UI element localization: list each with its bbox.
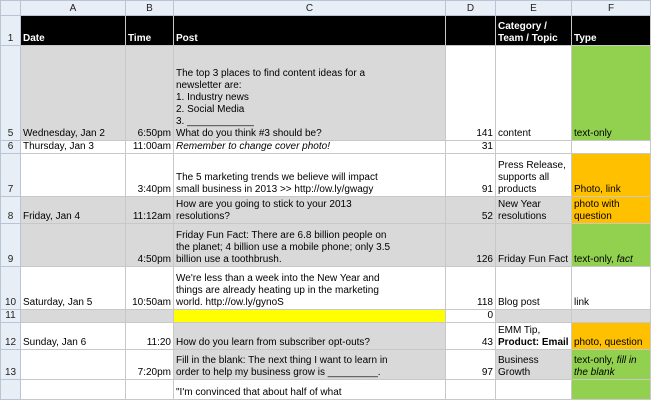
cell-post[interactable] [174, 267, 446, 310]
column-header-c[interactable]: C [174, 1, 446, 16]
cell-time[interactable]: 10:50am [126, 267, 174, 310]
cell-date[interactable]: Saturday, Jan 5 [21, 267, 126, 310]
cell-text: link [574, 297, 590, 308]
row-number[interactable]: 8 [1, 197, 21, 224]
table-row [1, 350, 651, 380]
cell-post[interactable] [174, 380, 446, 400]
row-number[interactable]: 1 [1, 16, 21, 46]
cell-text-line: New Year [498, 199, 541, 210]
cell-text-line: Press Release, [498, 160, 566, 171]
table-row [1, 46, 651, 141]
header-time[interactable]: Time [126, 16, 174, 46]
cell-post[interactable] [174, 310, 446, 323]
cell-text-line: The 5 marketing trends we believe will impact [176, 172, 378, 183]
cell-type[interactable] [572, 154, 651, 197]
cell-count[interactable]: 43 [446, 323, 496, 350]
cell-date[interactable] [21, 154, 126, 197]
row-number[interactable]: 5 [1, 46, 21, 141]
cell-type[interactable] [572, 224, 651, 267]
cell-type[interactable] [572, 350, 651, 380]
cell-post[interactable] [174, 154, 446, 197]
cell-count[interactable]: 97 [446, 350, 496, 380]
cell-category[interactable] [496, 197, 572, 224]
header-post[interactable]: Post [174, 16, 446, 46]
cell-post[interactable] [174, 197, 446, 224]
cell-type[interactable] [572, 323, 651, 350]
cell-category[interactable]: content [496, 46, 572, 141]
cell-time[interactable]: 6:50pm [126, 46, 174, 141]
cell-text: text-only, [574, 355, 617, 366]
cell-text-italic: fill in [616, 355, 637, 366]
cell-type[interactable] [572, 46, 651, 141]
cell-category[interactable] [496, 310, 572, 323]
table-body [1, 46, 651, 400]
cell-text-line: The top 3 places to find content ideas for a [176, 68, 366, 79]
cell-date[interactable]: Sunday, Jan 6 [21, 323, 126, 350]
cell-date[interactable] [21, 310, 126, 323]
cell-text-line: world. http://ow.ly/gynoS [176, 297, 284, 308]
cell-date[interactable] [21, 380, 126, 400]
cell-time[interactable]: 11:20 [126, 323, 174, 350]
cell-post[interactable] [174, 350, 446, 380]
cell-count[interactable]: 141 [446, 46, 496, 141]
row-number[interactable]: 9 [1, 224, 21, 267]
cell-count[interactable] [446, 380, 496, 400]
table-row [1, 380, 651, 400]
cell-text-line: We're less than a week into the New Year and [176, 273, 380, 284]
table-row [1, 267, 651, 310]
header-category[interactable]: Category / Team / Topic [496, 16, 572, 46]
cell-time[interactable]: 7:20pm [126, 350, 174, 380]
row-number[interactable]: 12 [1, 323, 21, 350]
row-number[interactable]: 10 [1, 267, 21, 310]
cell-time[interactable] [126, 380, 174, 400]
cell-count[interactable]: 118 [446, 267, 496, 310]
cell-category[interactable] [496, 141, 572, 154]
cell-text: text-only [574, 128, 612, 139]
row-number[interactable]: 7 [1, 154, 21, 197]
table-row [1, 154, 651, 197]
cell-text-bold: Product: Email [498, 337, 569, 348]
cell-time[interactable] [126, 310, 174, 323]
column-header-row [1, 1, 651, 16]
cell-text-line: billion use a toothbrush. [176, 254, 282, 265]
select-all-corner[interactable] [1, 1, 21, 16]
cell-category[interactable]: Friday Fun Fact [496, 224, 572, 267]
cell-text-line: What do you think #3 should be? [176, 128, 322, 139]
row-number[interactable]: 11 [1, 310, 21, 323]
header-row [1, 16, 651, 46]
cell-text-line: Growth [498, 367, 531, 378]
cell-time[interactable]: 4:50pm [126, 224, 174, 267]
cell-text-line: 1. Industry news [176, 92, 249, 103]
cell-date[interactable]: Friday, Jan 4 [21, 197, 126, 224]
cell-type[interactable] [572, 267, 651, 310]
cell-text-line: resolutions [498, 211, 547, 222]
cell-text-line: resolutions? [176, 211, 230, 222]
cell-type[interactable] [572, 141, 651, 154]
header-type[interactable]: Type [572, 16, 651, 46]
cell-count[interactable]: 31 [446, 141, 496, 154]
column-header-d[interactable]: D [446, 1, 496, 16]
cell-time[interactable]: 11:12am [126, 197, 174, 224]
cell-date[interactable]: Thursday, Jan 3 [21, 141, 126, 154]
cell-text-line: EMM Tip, [498, 325, 541, 336]
cell-category[interactable] [496, 154, 572, 197]
table-row [1, 197, 651, 224]
cell-count[interactable]: 0 [446, 310, 496, 323]
cell-text-line: newsletter are: [176, 80, 242, 91]
cell-time[interactable]: 11:00am [126, 141, 174, 154]
table-row [1, 310, 651, 323]
cell-text-line: photo with [574, 199, 620, 210]
cell-type[interactable] [572, 380, 651, 400]
cell-text-line: small business in 2013 >> http://ow.ly/gwagy [176, 184, 374, 195]
cell-text-line: Fill in the blank: The next thing I want to learn in [176, 355, 388, 366]
cell-count[interactable]: 126 [446, 224, 496, 267]
column-header-b[interactable]: B [126, 1, 174, 16]
column-header-e[interactable]: E [496, 1, 572, 16]
cell-date[interactable] [21, 350, 126, 380]
cell-text-line: 2. Social Media [176, 104, 245, 115]
row-number[interactable] [1, 380, 21, 400]
cell-category[interactable] [496, 350, 572, 380]
column-header-f[interactable]: F [572, 1, 651, 16]
cell-text-line: Business [498, 355, 539, 366]
cell-text-line: order to help my business grow is _________. [176, 367, 381, 378]
table-row [1, 224, 651, 267]
cell-type[interactable] [572, 310, 651, 323]
cell-text-line: things are already heating up in the marketing [176, 285, 379, 296]
cell-date[interactable] [21, 224, 126, 267]
cell-text-line: question [574, 211, 612, 222]
row-number[interactable]: 6 [1, 141, 21, 154]
cell-text-italic: fact [616, 254, 633, 265]
cell-text-line: Friday Fun Fact: There are 6.8 billion people on [176, 230, 387, 241]
cell-text-line: 3. ____________ [176, 116, 254, 127]
cell-text-line: supports all [498, 172, 550, 183]
cell-text: photo, question [574, 337, 643, 348]
cell-category[interactable] [496, 380, 572, 400]
cell-text-line: Remember to change cover photo! [176, 141, 330, 152]
cell-text-line: products [498, 184, 537, 195]
cell-type[interactable] [572, 197, 651, 224]
cell-text-line: How do you learn from subscriber opt-outs? [176, 337, 370, 348]
column-header-a[interactable]: A [21, 1, 126, 16]
header-count[interactable] [446, 16, 496, 46]
cell-category[interactable] [496, 323, 572, 350]
cell-text-italic: the blank [574, 367, 615, 378]
cell-category[interactable]: Blog post [496, 267, 572, 310]
cell-text: text-only, [574, 254, 617, 265]
cell-post[interactable] [174, 224, 446, 267]
cell-count[interactable]: 52 [446, 197, 496, 224]
row-number[interactable]: 13 [1, 350, 21, 380]
cell-text-line: "I'm convinced that about half of what [176, 387, 342, 398]
cell-post[interactable] [174, 323, 446, 350]
cell-time[interactable]: 3:40pm [126, 154, 174, 197]
header-date[interactable]: Date [21, 16, 126, 46]
table-row [1, 323, 651, 350]
cell-post[interactable] [174, 46, 446, 141]
cell-text-line: How are you going to stick to your 2013 [176, 199, 352, 210]
cell-date[interactable]: Wednesday, Jan 2 [21, 46, 126, 141]
table-row [1, 141, 651, 154]
cell-text-line: the planet; 4 billion use a mobile phone; only 3.5 [176, 242, 391, 253]
cell-count[interactable]: 91 [446, 154, 496, 197]
cell-post[interactable] [174, 141, 446, 154]
cell-text: Photo, link [574, 184, 621, 195]
